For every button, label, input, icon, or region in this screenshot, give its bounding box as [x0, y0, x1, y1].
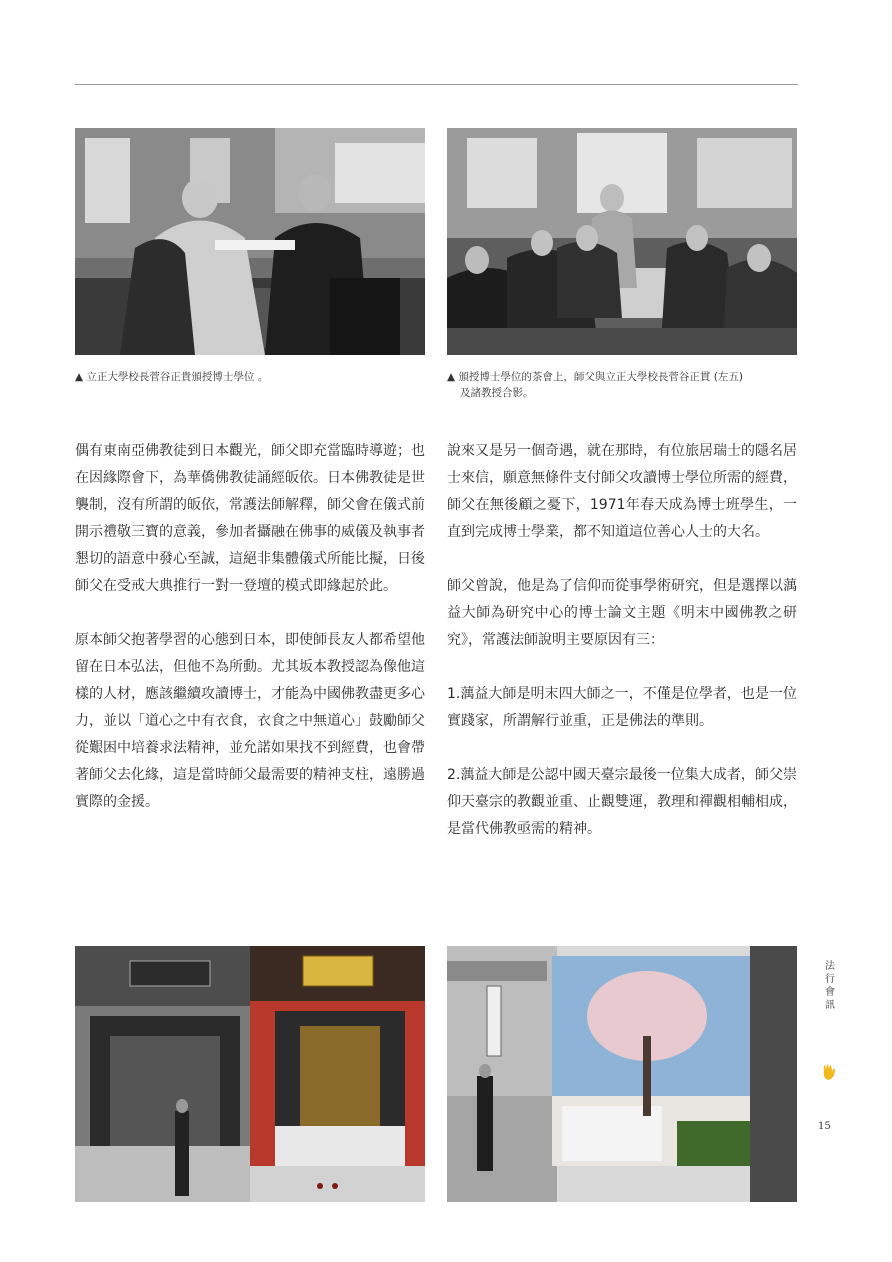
sidebar-title: 法行會訊 [825, 961, 835, 1011]
right-column [447, 438, 797, 870]
caption-top-right-line2: 及諸教授合影。 [460, 387, 534, 399]
hand-logo-icon [822, 1063, 836, 1081]
right-paragraph-4: 2.蕅益大師是公認中國天臺宗最後一位集大成者，師父崇仰天臺宗的教觀並重、止觀雙運，教理和禪觀相輔相成，是當代佛教亟需的精神。 [447, 767, 797, 837]
caption-top-right [447, 369, 807, 401]
caption-top-right-line1: ▲ 頒授博士學位的茶會上，師父與立正大學校長菅谷正貫 (左五) [447, 371, 743, 383]
right-paragraph-1: 說來又是另一個奇遇，就在那時，有位旅居瑞士的隱名居士來信，願意無條件支付師父攻讀博士學位所需的經費，師父在無後顧之憂下，1971年春天成為博士班學生，一直到完成博士學業，都不知道這位善心人士的大名。 [447, 443, 797, 540]
header-rule [75, 84, 798, 85]
photo-degree-ceremony [75, 128, 425, 355]
caption-top-left [75, 369, 425, 385]
right-paragraph-2: 師父曾說，他是為了信仰而從事學術研究，但是選擇以蕅益大師為研究中心的博士論文主題《明末中國佛教之研究》，常護法師說明主要原因有三： [447, 578, 797, 648]
photo-tea-gathering [447, 128, 797, 355]
caption-top-left-text: ▲ 立正大學校長菅谷正貴頒授博士學位 。 [75, 371, 269, 383]
right-paragraph-3: 1.蕅益大師是明末四大師之一，不僅是位學者，也是一位實踐家，所謂解行並重，正是佛法的準則。 [447, 686, 797, 729]
left-paragraph-1: 偶有東南亞佛教徒到日本觀光，師父即充當臨時導遊；也在因緣際會下，為華僑佛教徒誦經皈依。日本佛教徒是世襲制，沒有所謂的皈依，常護法師解釋，師父會在儀式前開示禮敬三寶的意義，參加者攝融在佛事的威儀及執事者懇切的語意中發心至誠，這絕非集體儀式所能比擬，日後師父在受戒大典推行一對一登壇的模式即緣起於此。 [75, 443, 425, 594]
left-column [75, 438, 425, 843]
page-number: 15 [818, 1121, 831, 1132]
photo-university-building [447, 946, 797, 1202]
photo-temple-comparison [75, 946, 425, 1202]
left-paragraph-2: 原本師父抱著學習的心態到日本，即使師長友人都希望他留在日本弘法，但他不為所動。尤其坂本教授認為像他這樣的人材，應該繼續攻讀博士，才能為中國佛教盡更多心力，並以「道心之中有衣食，衣食之中無道心」鼓勵師父從艱困中培養求法精神，並允諾如果找不到經費，也會帶著師父去化緣，這是當時師父最需要的精神支柱，遠勝過實際的金援。 [75, 632, 425, 810]
